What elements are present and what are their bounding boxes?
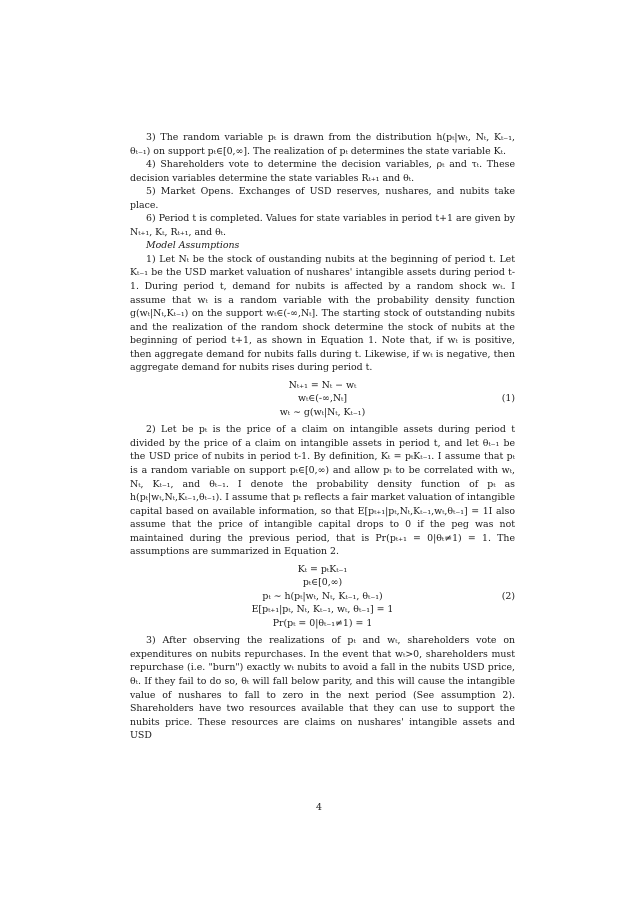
equation-2-line-4: E[pₜ₊₁|pₜ, Nₜ, Kₜ₋₁, wₜ, θₜ₋₁] = 1 — [251, 604, 394, 616]
equation-2-line-1: Kₜ = pₜKₜ₋₁ — [297, 563, 348, 575]
equation-1 — [130, 379, 515, 420]
page-number: 4 — [316, 802, 322, 813]
equation-1-line-2: wₜ∈(-∞,Nₜ] — [297, 393, 348, 405]
paragraph-assumption-3: 3) After observing the realizations of pₜ and wₜ, shareholders vote on expenditures on nubits repurchases. In the event that wₜ>0, shareholders must repurchase (i.e. "burn") exactly wₜ nubits to avoid a fall in the nubits USD price, θₜ. If they fail to do so, θₜ will fall below parity, and this will cause the intangible value of nushares to fall to zero in the next period (See assumption 2). Shareholders have two resources available that they can use to support the nubits price. These resources are claims on nushares' intangible assets and USD — [130, 635, 515, 742]
paragraph-assumption-2: 2) Let be pₜ is the price of a claim on intangible assets during period t divided by the price of a claim on intangible assets in period t, and let θₜ₋₁ be the USD price of nubits in period t-1. By definition, Kₜ = pₜKₜ₋₁. I assume that pₜ is a random variable on support pₜ∈[0,∞) and allow pₜ to be correlated with wₜ, Nₜ, Kₜ₋₁, and θₜ₋₁. I denote the probability density function of pₜ as h(pₜ|wₜ,Nₜ,Kₜ₋₁,θₜ₋₁). I assume that pₜ reflects a fair market valuation of intangible capital based on available information, so that E[pₜ₊₁|pₜ,Nₜ,Kₜ₋₁,wₜ,θₜ₋₁] = 1I also assume that the price of intangible capital drops to 0 if the peg was not maintained during the previous period, that is Pr(pₜ₊₁ = 0|θₜ≠1) = 1. The assumptions are summarized in Equation 2. — [130, 424, 515, 558]
equation-2 — [130, 563, 515, 631]
paragraph-step-6: 6) Period t is completed. Values for state variables in period t+1 are given by Nₜ₊₁, Kₜ, Rₜ₊₁, and θₜ. — [130, 213, 515, 238]
body-text — [130, 131, 515, 743]
equation-2-line-3: pₜ ∼ h(pₜ|wₜ, Nₜ, Kₜ₋₁, θₜ₋₁) — [262, 590, 383, 602]
equation-1-line-3: wₜ ∼ g(wₜ|Nₜ, Kₜ₋₁) — [279, 406, 366, 418]
equation-2-line-5: Pr(pₜ = 0|θₜ₋₁≠1) = 1 — [272, 617, 373, 629]
paragraph-step-3: 3) The random variable pₜ is drawn from the distribution h(pₜ|wₜ, Nₜ, Kₜ₋₁, θₜ₋₁) on support pₜ∈[0,∞]. The realization of pₜ determines the state variable Kₜ. — [130, 132, 515, 157]
paragraph-step-4: 4) Shareholders vote to determine the decision variables, ρₜ and τₜ. These decision variables determine the state variables Rₜ₊₁ and θₜ. — [130, 159, 515, 184]
equation-2-number: (2) — [501, 590, 515, 602]
paragraph-assumption-1: 1) Let Nₜ be the stock of oustanding nubits at the beginning of period t. Let Kₜ₋₁ be the USD market valuation of nushares' intangible assets during period t-1. During period t, demand for nubits is affected by a random shock wₜ. I assume that wₜ is a random variable with the probability density function g(wₜ|Nₜ,Kₜ₋₁) on the support wₜ∈(-∞,Nₜ]. The starting stock of outstanding nubits and the realization of the random shock determine the stock of nubits at the beginning of period t+1, as shown in Equation 1. Note that, if wₜ is positive, then aggregate demand for nubits falls during t. Likewise, if wₜ is negative, then aggregate demand for nubits rises during period t. — [130, 253, 515, 374]
equation-2-line-2: pₜ∈[0,∞) — [302, 577, 343, 589]
equation-1-line-1: Nₜ₊₁ = Nₜ − wₜ — [288, 379, 357, 391]
paragraph-step-5: 5) Market Opens. Exchanges of USD reserves, nushares, and nubits take place. — [130, 186, 515, 211]
equation-1-number: (1) — [501, 393, 515, 405]
section-heading-model-assumptions: Model Assumptions — [146, 240, 240, 252]
